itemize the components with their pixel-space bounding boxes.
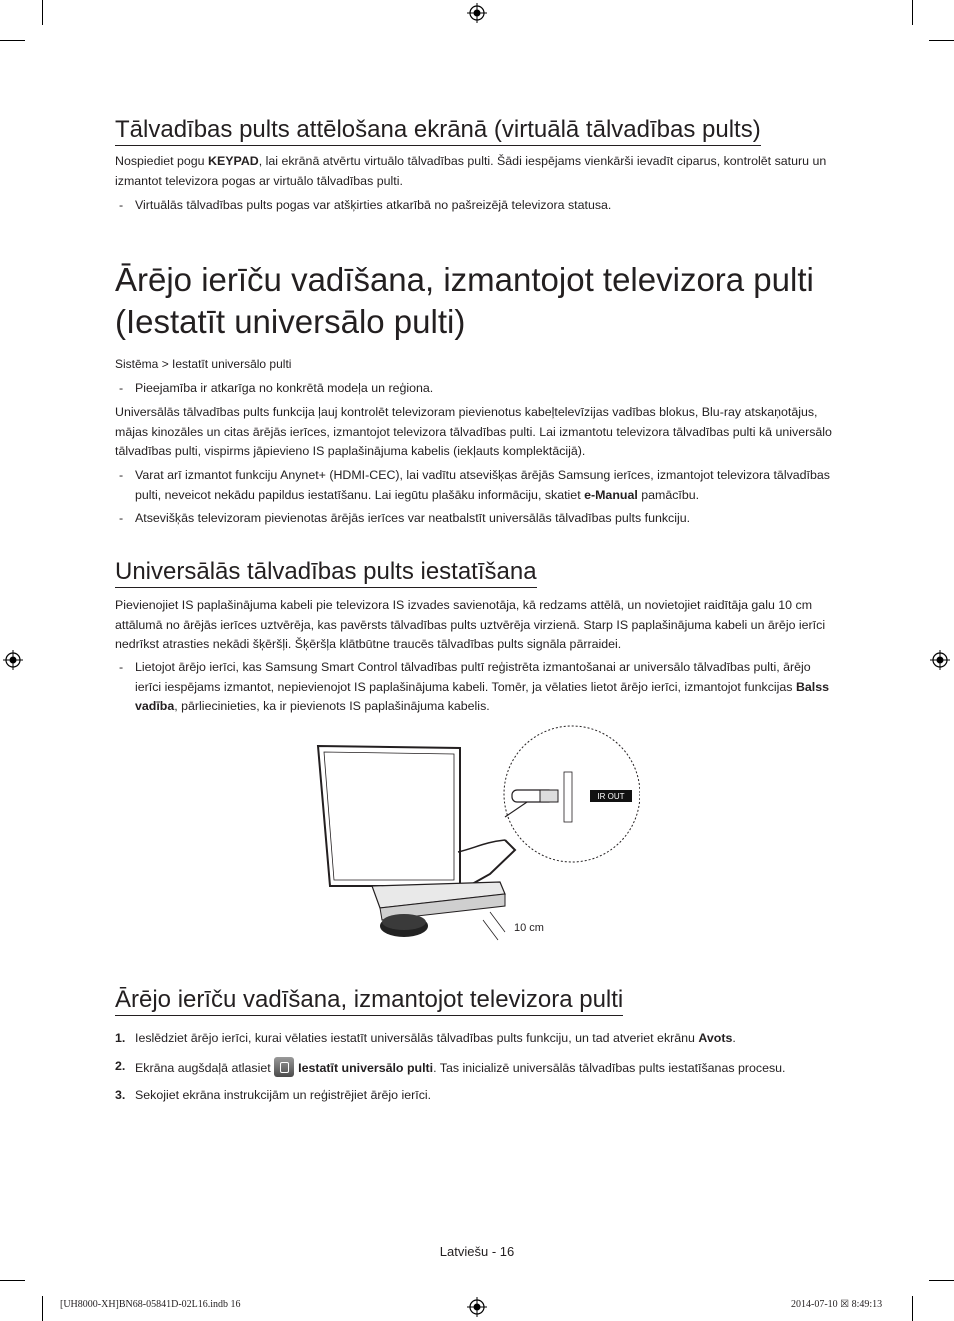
section-heading-virtual-remote: Tālvadības pults attēlošana ekrānā (virtuālā tālvadības pults) — [115, 116, 761, 146]
menu-path: Sistēma > Iestatīt universālo pulti — [115, 357, 292, 371]
settings-icon — [274, 1057, 294, 1077]
note: - Varat arī izmantot funkciju Anynet+ (HDMI-CEC), lai vadītu atsevišķas ārējās Samsung ierīces, izmantojot televizora tālvadības pulti, neveicot nekādu papildus iestatīšanu. Lai iegūtu plašāku informāciju, skatiet e-Manual pamācību. — [119, 468, 830, 502]
page-title — [115, 259, 814, 343]
step-item: 2. Ekrāna augšdaļā atlasiet Iestatīt universālo pulti. Tas inicializē universālās tālvadības pults iestatīšanas procesu. — [115, 1059, 786, 1075]
crop-mark — [0, 1280, 25, 1281]
crop-mark — [42, 1296, 43, 1321]
ir-cable-setup-illustration — [300, 722, 640, 947]
section-heading-control-external: Ārējo ierīču vadīšana, izmantojot televizora pulti — [115, 986, 623, 1016]
crop-mark — [912, 1296, 913, 1321]
registration-mark-icon — [467, 3, 487, 23]
registration-mark-icon — [3, 650, 23, 670]
crop-mark — [0, 40, 25, 41]
note: - Pieejamība ir atkarīga no konkrētā modeļa un reģiona. — [119, 381, 434, 395]
page-number: Latviešu - 16 — [439, 1244, 515, 1259]
ir-out-label: IR OUT — [597, 792, 625, 801]
step-item: 1. Ieslēdziet ārējo ierīci, kurai vēlaties iestatīt universālās tālvadības pults funkciju, un tad atveriet ekrānu Avots. — [115, 1031, 736, 1045]
registration-mark-icon — [930, 650, 950, 670]
paragraph: Pievienojiet IS paplašinājuma kabeli pie televizora IS izvades savienotāja, kā redzams attēlā, un novietojiet raidītāja galu 10 cm attālumā no ārējās ierīces uztvērēja, kas pavērsts tālvadības pults uztvērēja virzienā. Starp IS paplašinājuma kabeli un ārējo ierīci nedrīkst atrasties nekādi šķēršļi. Šķēršļa klātbūtne traucēs tālvadības pults signāla pārraidei. — [115, 598, 826, 651]
file-info: [UH8000-XH]BN68-05841D-02L16.indb 16 — [60, 1299, 241, 1310]
note: - Lietojot ārējo ierīci, kas Samsung Smart Control tālvadības pultī reģistrēta izmantošanai ar universālo tālvadības pulti, ārējo ierīci iespējams izmantot, nepievienojot IS paplašinājuma kabeli. Tomēr, ja vēlaties lietot ārējo ierīci, izmantojot funkcijas Balss vadība, pārliecinieties, ka ir pievienots IS paplašinājuma kabelis. — [119, 660, 830, 713]
distance-label: 10 cm — [514, 922, 544, 934]
section-heading-universal-remote-setup: Universālās tālvadības pults iestatīšana — [115, 558, 537, 588]
title-line-1: Ārējo ierīču vadīšana, izmantojot televizora pulti — [115, 261, 814, 298]
crop-mark — [42, 0, 43, 25]
crop-mark — [929, 40, 954, 41]
print-datetime: 2014-07-10 ☒ 8:49:13 — [791, 1299, 883, 1310]
paragraph: Universālās tālvadības pults funkcija ļauj kontrolēt televizoram pievienotus kabeļtelevīzijas vadības blokus, Blu-ray atskaņotājus, mājas kinozāles un citas ārējās ierīces, izmantojot televizora tālvadības pulti. Lai izmantotu televizora tālvadības pulti kā universālo tālvadības pulti, vispirms jāpievieno IS paplašinājuma kabelis (iekļauts komplektācijā). — [115, 405, 832, 458]
registration-mark-icon — [467, 1297, 487, 1317]
title-line-2: (Iestatīt universālo pulti) — [115, 303, 466, 340]
step-item: 3. Sekojiet ekrāna instrukcijām un reģistrējiet ārējo ierīci. — [115, 1088, 432, 1102]
note: - Atsevišķās televizoram pievienotas ārējās ierīces var neatbalstīt universālās tālvadības pults funkciju. — [119, 511, 691, 525]
crop-mark — [929, 1280, 954, 1281]
note: - Virtuālās tālvadības pults pogas var atšķirties atkarībā no pašreizējā televizora statusa. — [119, 198, 612, 212]
crop-mark — [912, 0, 913, 25]
paragraph: Nospiediet pogu KEYPAD, lai ekrānā atvērtu virtuālo tālvadības pulti. Šādi iespējams vienkārši ievadīt ciparus, kontrolēt saturu un izmantot televizora pogas ar virtuālo tālvadības pulti. — [115, 154, 827, 188]
